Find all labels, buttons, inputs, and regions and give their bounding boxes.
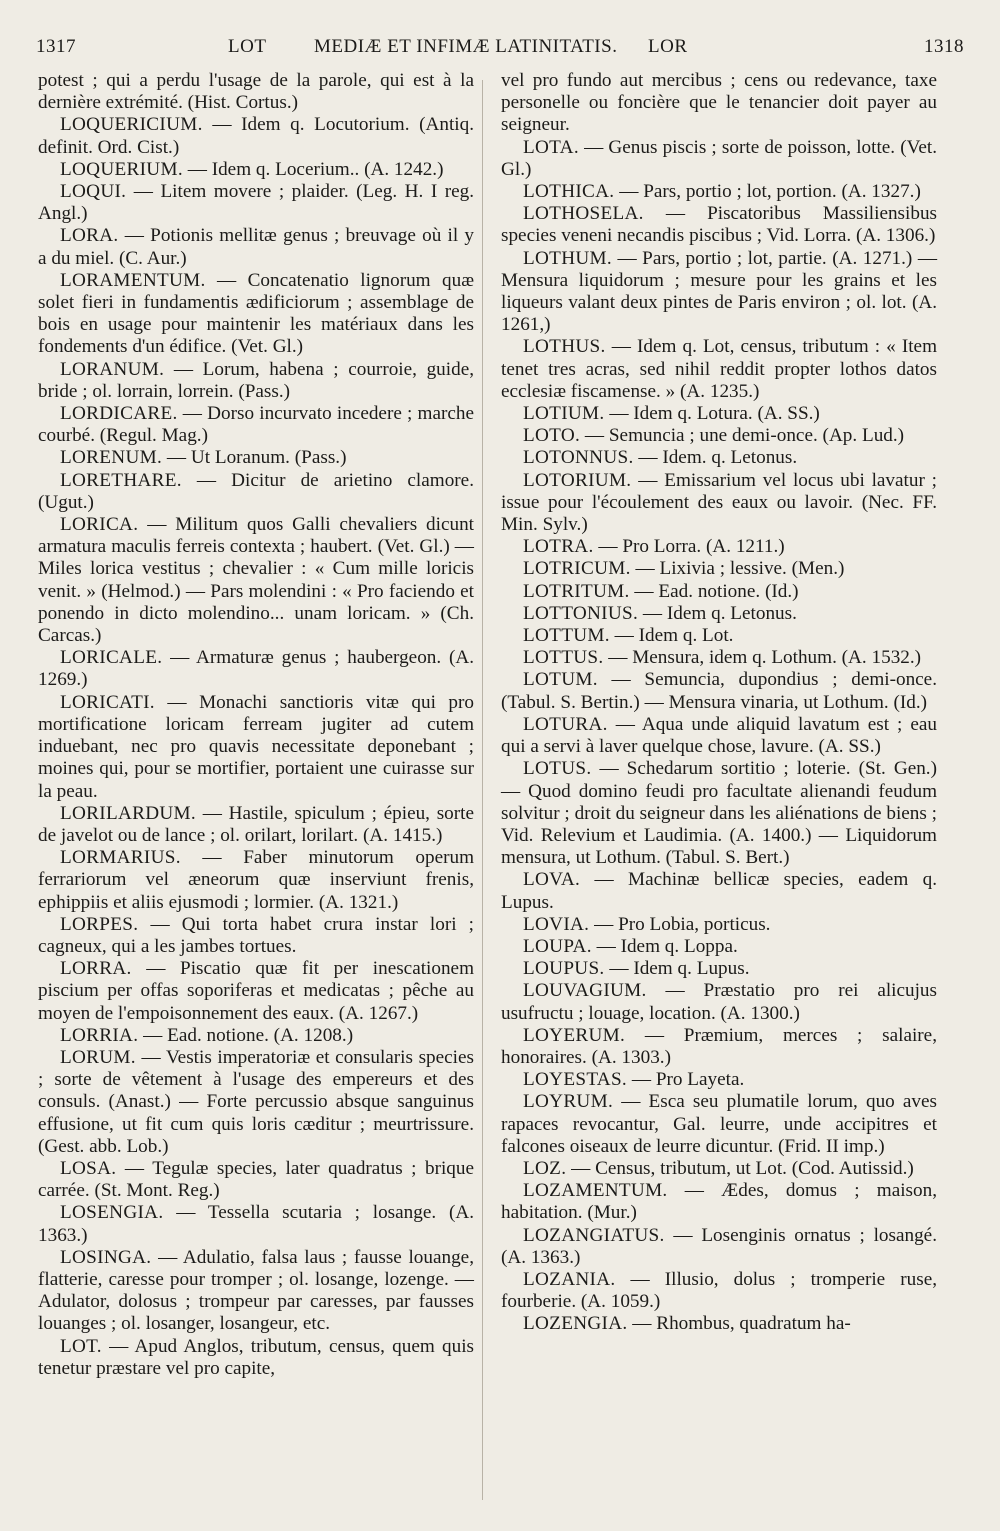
entry-definition: — Schedarum sortitio ; loterie. (St. Gen.) — Quod domino feudi pro facultate alienandi feudum solvitur ; droit du seigneur dans les aliénations de biens ; Vid. Relevium et Laudimia. (A. 1400.) — Liquidorum mensura, ut Lothum. (Tabul. S. Bert.): [501, 758, 937, 869]
entry-definition: — Armaturæ genus ; haubergeon. (A. 1269.): [38, 647, 474, 691]
dictionary-entry: [501, 1313, 937, 1335]
dictionary-entry: [501, 1069, 937, 1091]
dictionary-entry: [38, 447, 474, 469]
entry-headword: LOTONNUS.: [523, 447, 634, 469]
entry-definition: — Concatenatio lignorum quæ solet fieri in fundamentis ædificiorum ; assemblage de bois en usage pour maintenir les matériaux dans les fondements d'un édifice. (Vet. Gl.): [38, 269, 474, 358]
entry-definition: — Lorum, habena ; courroie, guide, bride ; ol. lorrain, lorrein. (Pass.): [38, 358, 475, 402]
entry-definition: — Potionis mellitæ genus ; breuvage où il y a du miel. (C. Aur.): [38, 225, 475, 269]
entry-headword: LOTTONIUS.: [523, 602, 639, 624]
dictionary-entry: [38, 359, 474, 403]
left-column: [38, 70, 474, 1380]
dictionary-entry: [38, 1158, 474, 1202]
dictionary-entry: [501, 714, 937, 758]
entry-definition: — Tegulæ species, later quadratus ; brique carrée. (St. Mont. Reg.): [38, 1157, 475, 1202]
entry-definition: — Rhombus, quadratum ha-: [632, 1313, 851, 1335]
dictionary-entry: [501, 470, 937, 537]
entry-headword: LORMARIUS.: [60, 847, 181, 869]
entry-definition: — Dorso incurvato incedere ; marche courbé. (Regul. Mag.): [38, 403, 475, 447]
entry-headword: LORA.: [60, 225, 119, 247]
dictionary-entry: [501, 558, 937, 580]
entry-definition: — Tessella scutaria ; losange. (A. 1363.): [38, 1202, 475, 1246]
right-page-number: 1318: [924, 36, 964, 57]
entry-headword: LOVIA.: [523, 913, 590, 935]
dictionary-entry: [38, 1047, 474, 1158]
dictionary-entry: [501, 625, 937, 647]
entry-headword: LORPES.: [60, 913, 139, 935]
entry-headword: LOZANIA.: [523, 1268, 616, 1290]
entry-headword: LOZANGIATUS.: [523, 1224, 665, 1246]
dictionary-entry: [38, 114, 474, 158]
entry-headword: LOVA.: [523, 869, 581, 891]
dictionary-entry: [501, 669, 937, 713]
entry-headword: LOZAMENTUM.: [523, 1180, 668, 1202]
entry-definition: — Piscatio quæ fit per inescationem piscium per offas soporiferas et medicatas ; pêche au moyen de l'empoisonnement des eaux. (A. 1267.): [38, 958, 474, 1024]
dictionary-entry: [38, 914, 474, 958]
dictionary-entry: [501, 581, 937, 603]
entry-definition: — Qui torta habet crura instar lori ; cagneux, qui a les jambes tortues.: [38, 913, 474, 957]
entry-definition: — Emissarium vel locus ubi lavatur ; issue pour l'écoulement des eaux ou lavoir. (Nec. FF. Min. Sylv.): [501, 469, 937, 536]
dictionary-entry: [38, 514, 474, 647]
entry-definition: — Piscatoribus Massiliensibus species veneni necandis piscibus ; Vid. Lorra. (A. 1306.): [501, 203, 938, 247]
entry-definition: — Hastile, spiculum ; épieu, sorte de javelot ou de lance ; ol. orilart, lorilart. (A. 1415.): [38, 802, 474, 846]
entry-headword: LORILARDUM.: [60, 802, 197, 824]
entry-headword: LOYRUM.: [523, 1091, 614, 1113]
entry-headword: LOUVAGIUM.: [523, 980, 647, 1002]
left-page-number: 1317: [36, 36, 76, 57]
dictionary-entry: [38, 647, 474, 691]
entry-headword: LORETHARE.: [60, 469, 182, 491]
left-catchword: LOT: [228, 36, 267, 57]
dictionary-entry: [501, 1269, 937, 1313]
entry-headword: LOYERUM.: [523, 1024, 626, 1046]
dictionary-entry: [501, 137, 937, 181]
entry-definition: vel pro fundo aut mercibus ; cens ou redevance, taxe personelle ou foncière que le tenancier doit payer au seigneur.: [501, 70, 937, 136]
entry-definition: — Ut Loranum. (Pass.): [166, 447, 347, 469]
entry-definition: — Idem q. Letonus.: [642, 602, 797, 624]
dictionary-entry: [501, 1025, 937, 1069]
dictionary-entry: [38, 1025, 474, 1047]
entry-headword: LOTTUM.: [523, 625, 610, 647]
dictionary-entry: [501, 248, 937, 337]
entry-definition: — Ead. notione. (Id.): [634, 580, 799, 602]
entry-definition: — Pars, portio ; lot, partie. (A. 1271.) — Mensura liquidorum ; mesure pour les grains et les liqueurs valant deux pintes de Paris environ ; ol. lot. (A. 1261,): [501, 247, 938, 336]
entry-definition: — Idem q. Loppa.: [596, 935, 738, 957]
entry-headword: LOQUERIUM.: [60, 158, 183, 180]
entry-headword: LOTUM.: [523, 669, 598, 691]
entry-headword: LOTORIUM.: [523, 469, 632, 491]
dictionary-entry: [501, 603, 937, 625]
entry-definition: — Faber minutorum operum ferrariorum vel æneorum quæ inserviunt frenis, ephippiis et aliis ejusmodi ; lormier. (A. 1321.): [38, 847, 475, 913]
right-catchword: LOR: [648, 36, 688, 57]
dictionary-entry: [38, 958, 474, 1025]
entry-definition: — Aqua unde aliquid lavatum est ; eau qui a servi à laver quelque chose, lavure. (A. SS.): [501, 713, 938, 758]
entry-definition: — Pro Lobia, porticus.: [594, 913, 771, 935]
dictionary-entry: [501, 980, 937, 1024]
entry-definition: — Præstatio pro rei alicujus usufructu ; louage, location. (A. 1300.): [501, 980, 937, 1024]
entry-headword: LOQUI.: [60, 181, 127, 203]
entry-definition: — Adulatio, falsa laus ; fausse louange, flatterie, caresse pour tromper ; ol. losange, lozenge. — Adulator, dolosus ; trompeur par caresses, par fausses louanges ; ol. losanger, losangeur, etc.: [38, 1246, 474, 1335]
entry-headword: LOTIUM.: [523, 403, 605, 425]
dictionary-entry: [501, 536, 937, 558]
entry-definition: — Monachi sanctioris vitæ qui pro mortificatione loricam ferream jugiter ad cutem induebant, nec pro quavis necessitate deponebant ; moines qui, pour se mortifier, portaient une cuirasse sur la peau.: [38, 691, 474, 802]
dictionary-entry: [501, 869, 937, 913]
entry-headword: LOTO.: [523, 425, 581, 447]
dictionary-entry: [501, 70, 937, 137]
entry-definition: — Machinæ bellicæ species, eadem q. Lupus.: [501, 869, 937, 913]
dictionary-entry: [501, 1091, 937, 1158]
entry-headword: LORAMENTUM.: [60, 269, 206, 291]
entry-headword: LOSINGA.: [60, 1246, 152, 1268]
entry-definition: — Census, tributum, ut Lot. (Cod. Autissid.): [571, 1157, 914, 1179]
dictionary-entry: [501, 914, 937, 936]
dictionary-entry: [501, 1158, 937, 1180]
running-title: MEDIÆ ET INFIMÆ LATINITATIS.: [314, 36, 618, 57]
entry-definition: — Præmium, merces ; salaire, honoraires. (A. 1303.): [501, 1024, 937, 1068]
entry-headword: LORICALE.: [60, 647, 163, 669]
dictionary-entry: [501, 203, 937, 247]
dictionary-entry: [501, 447, 937, 469]
entry-headword: LOSENGIA.: [60, 1202, 164, 1224]
entry-headword: LOYESTAS.: [523, 1069, 628, 1091]
entry-definition: — Idem q. Lot, census, tributum : « Item tenet tres acras, sed nihil reddit propter lothos datos ecclesiæ fiscamense. » (A. 1235.): [501, 336, 937, 402]
entry-headword: LOQUERICIUM.: [60, 114, 203, 136]
entry-headword: LOUPUS.: [523, 958, 605, 980]
entry-headword: LOTRITUM.: [523, 580, 630, 602]
entry-definition: — Genus piscis ; sorte de poisson, lotte. (Vet. Gl.): [501, 136, 938, 180]
dictionary-entry: [38, 803, 474, 847]
entry-definition: — Lixivia ; lessive. (Men.): [635, 558, 845, 580]
entry-definition: — Losenginis ornatus ; losangé. (A. 1363.): [501, 1224, 937, 1268]
entry-definition: — Semuncia, dupondius ; demi-once. (Tabul. S. Bertin.) — Mensura vinaria, ut Lothum. (Id.): [501, 669, 937, 713]
entry-headword: LOTHICA.: [523, 181, 615, 203]
entry-definition: — Idem. q. Letonus.: [638, 447, 798, 469]
dictionary-entry: [38, 70, 474, 114]
entry-definition: — Idem q. Lotura. (A. SS.): [609, 403, 820, 425]
entry-headword: LOZENGIA.: [523, 1313, 628, 1335]
column-rule: [482, 80, 483, 1500]
dictionary-entry: [38, 270, 474, 359]
dictionary-entry: [501, 936, 937, 958]
entry-definition: — Pro Lorra. (A. 1211.): [598, 536, 785, 558]
entry-headword: LOTHOSELA.: [523, 203, 644, 225]
entry-definition: — Vestis imperatoriæ et consularis species ; sorte de vêtement à l'usage des empereurs et des consuls. (Anast.) — Forte percussio absque sanguinus effusione, ut fit cum quis loris cæditur ; meurtrissure. (Gest. abb. Lob.): [38, 1046, 474, 1157]
entry-definition: — Illusio, dolus ; tromperie ruse, fourberie. (A. 1059.): [501, 1268, 938, 1313]
entry-headword: LORICATI.: [60, 691, 155, 713]
dictionary-entry: [38, 159, 474, 181]
entry-headword: LOT.: [60, 1335, 102, 1357]
entry-headword: LOTHUS.: [523, 336, 606, 358]
dictionary-entry: [38, 692, 474, 803]
dictionary-entry: [501, 425, 937, 447]
entry-definition: — Idem q. Locutorium. (Antiq. definit. Ord. Cist.): [38, 114, 475, 158]
dictionary-entry: [38, 403, 474, 447]
dictionary-entry: [38, 181, 474, 225]
dictionary-entry: [38, 847, 474, 914]
entry-definition: — Idem q. Lot.: [614, 625, 734, 647]
entry-headword: LORUM.: [60, 1046, 136, 1068]
dictionary-entry: [501, 403, 937, 425]
entry-headword: LOTRICUM.: [523, 558, 631, 580]
entry-headword: LORDICARE.: [60, 403, 178, 425]
right-column: [501, 70, 937, 1336]
entry-headword: LORICA.: [60, 514, 139, 536]
entry-headword: LOTUS.: [523, 758, 592, 780]
entry-headword: LORRA.: [60, 958, 132, 980]
entry-definition: — Dicitur de arietino clamore. (Ugut.): [38, 469, 474, 513]
entry-definition: — Ead. notione. (A. 1208.): [143, 1024, 354, 1046]
dictionary-entry: [38, 470, 474, 514]
dictionary-entry: [38, 1336, 474, 1380]
dictionary-entry: [38, 1247, 474, 1336]
entry-definition: — Apud Anglos, tributum, census, quem quis tenetur præstare vel pro capite,: [38, 1335, 475, 1379]
entry-definition: — Ædes, domus ; maison, habitation. (Mur.): [501, 1180, 938, 1224]
entry-headword: LOZ.: [523, 1157, 567, 1179]
entry-headword: LOTRA.: [523, 536, 594, 558]
dictionary-entry: [38, 1202, 474, 1246]
entry-definition: — Litem movere ; plaider. (Leg. H. I reg. Angl.): [38, 181, 474, 225]
dictionary-entry: [501, 758, 937, 869]
entry-headword: LOTTUS.: [523, 647, 604, 669]
dictionary-entry: [501, 958, 937, 980]
entry-definition: — Militum quos Galli chevaliers dicunt armatura maculis ferreis contexta ; haubert. (Vet. Gl.) — Miles lorica vestitus ; chevalier : « Cum mille loricis venit. » (Helmod.) — Pars molendini : « Pro faciendo et ponendo in dicto molendino... unam loricam. » (Ch. Carcas.): [38, 514, 474, 647]
entry-headword: LOSA.: [60, 1157, 117, 1179]
dictionary-entry: [501, 1225, 937, 1269]
entry-headword: LOTURA.: [523, 713, 608, 735]
entry-headword: LORRIA.: [60, 1024, 139, 1046]
entry-definition: — Semuncia ; une demi-once. (Ap. Lud.): [584, 425, 905, 447]
entry-headword: LOUPA.: [523, 935, 592, 957]
entry-definition: — Idem q. Locerium.. (A. 1242.): [187, 158, 444, 180]
entry-definition: — Pars, portio ; lot, portion. (A. 1327.): [619, 181, 921, 203]
entry-definition: — Mensura, idem q. Lothum. (A. 1532.): [608, 647, 922, 669]
dictionary-entry: [501, 181, 937, 203]
entry-definition: — Pro Layeta.: [631, 1069, 745, 1091]
running-header: [36, 36, 964, 66]
entry-definition: — Esca seu plumatile lorum, quo aves rapaces revocantur, Gal. leurre, unde accipitres et falcones oiseaux de leurre dicuntur. (Frid. II imp.): [501, 1091, 937, 1157]
entry-headword: LOTA.: [523, 136, 579, 158]
entry-definition: — Idem q. Lupus.: [609, 958, 750, 980]
entry-headword: LORENUM.: [60, 447, 163, 469]
dictionary-entry: [501, 336, 937, 403]
entry-headword: LOTHUM.: [523, 247, 612, 269]
dictionary-entry: [38, 225, 474, 269]
entry-definition: potest ; qui a perdu l'usage de la parole, qui est à la dernière extrémité. (Hist. Cortus.): [38, 70, 474, 114]
entry-headword: LORANUM.: [60, 358, 165, 380]
dictionary-entry: [501, 1180, 937, 1224]
dictionary-entry: [501, 647, 937, 669]
